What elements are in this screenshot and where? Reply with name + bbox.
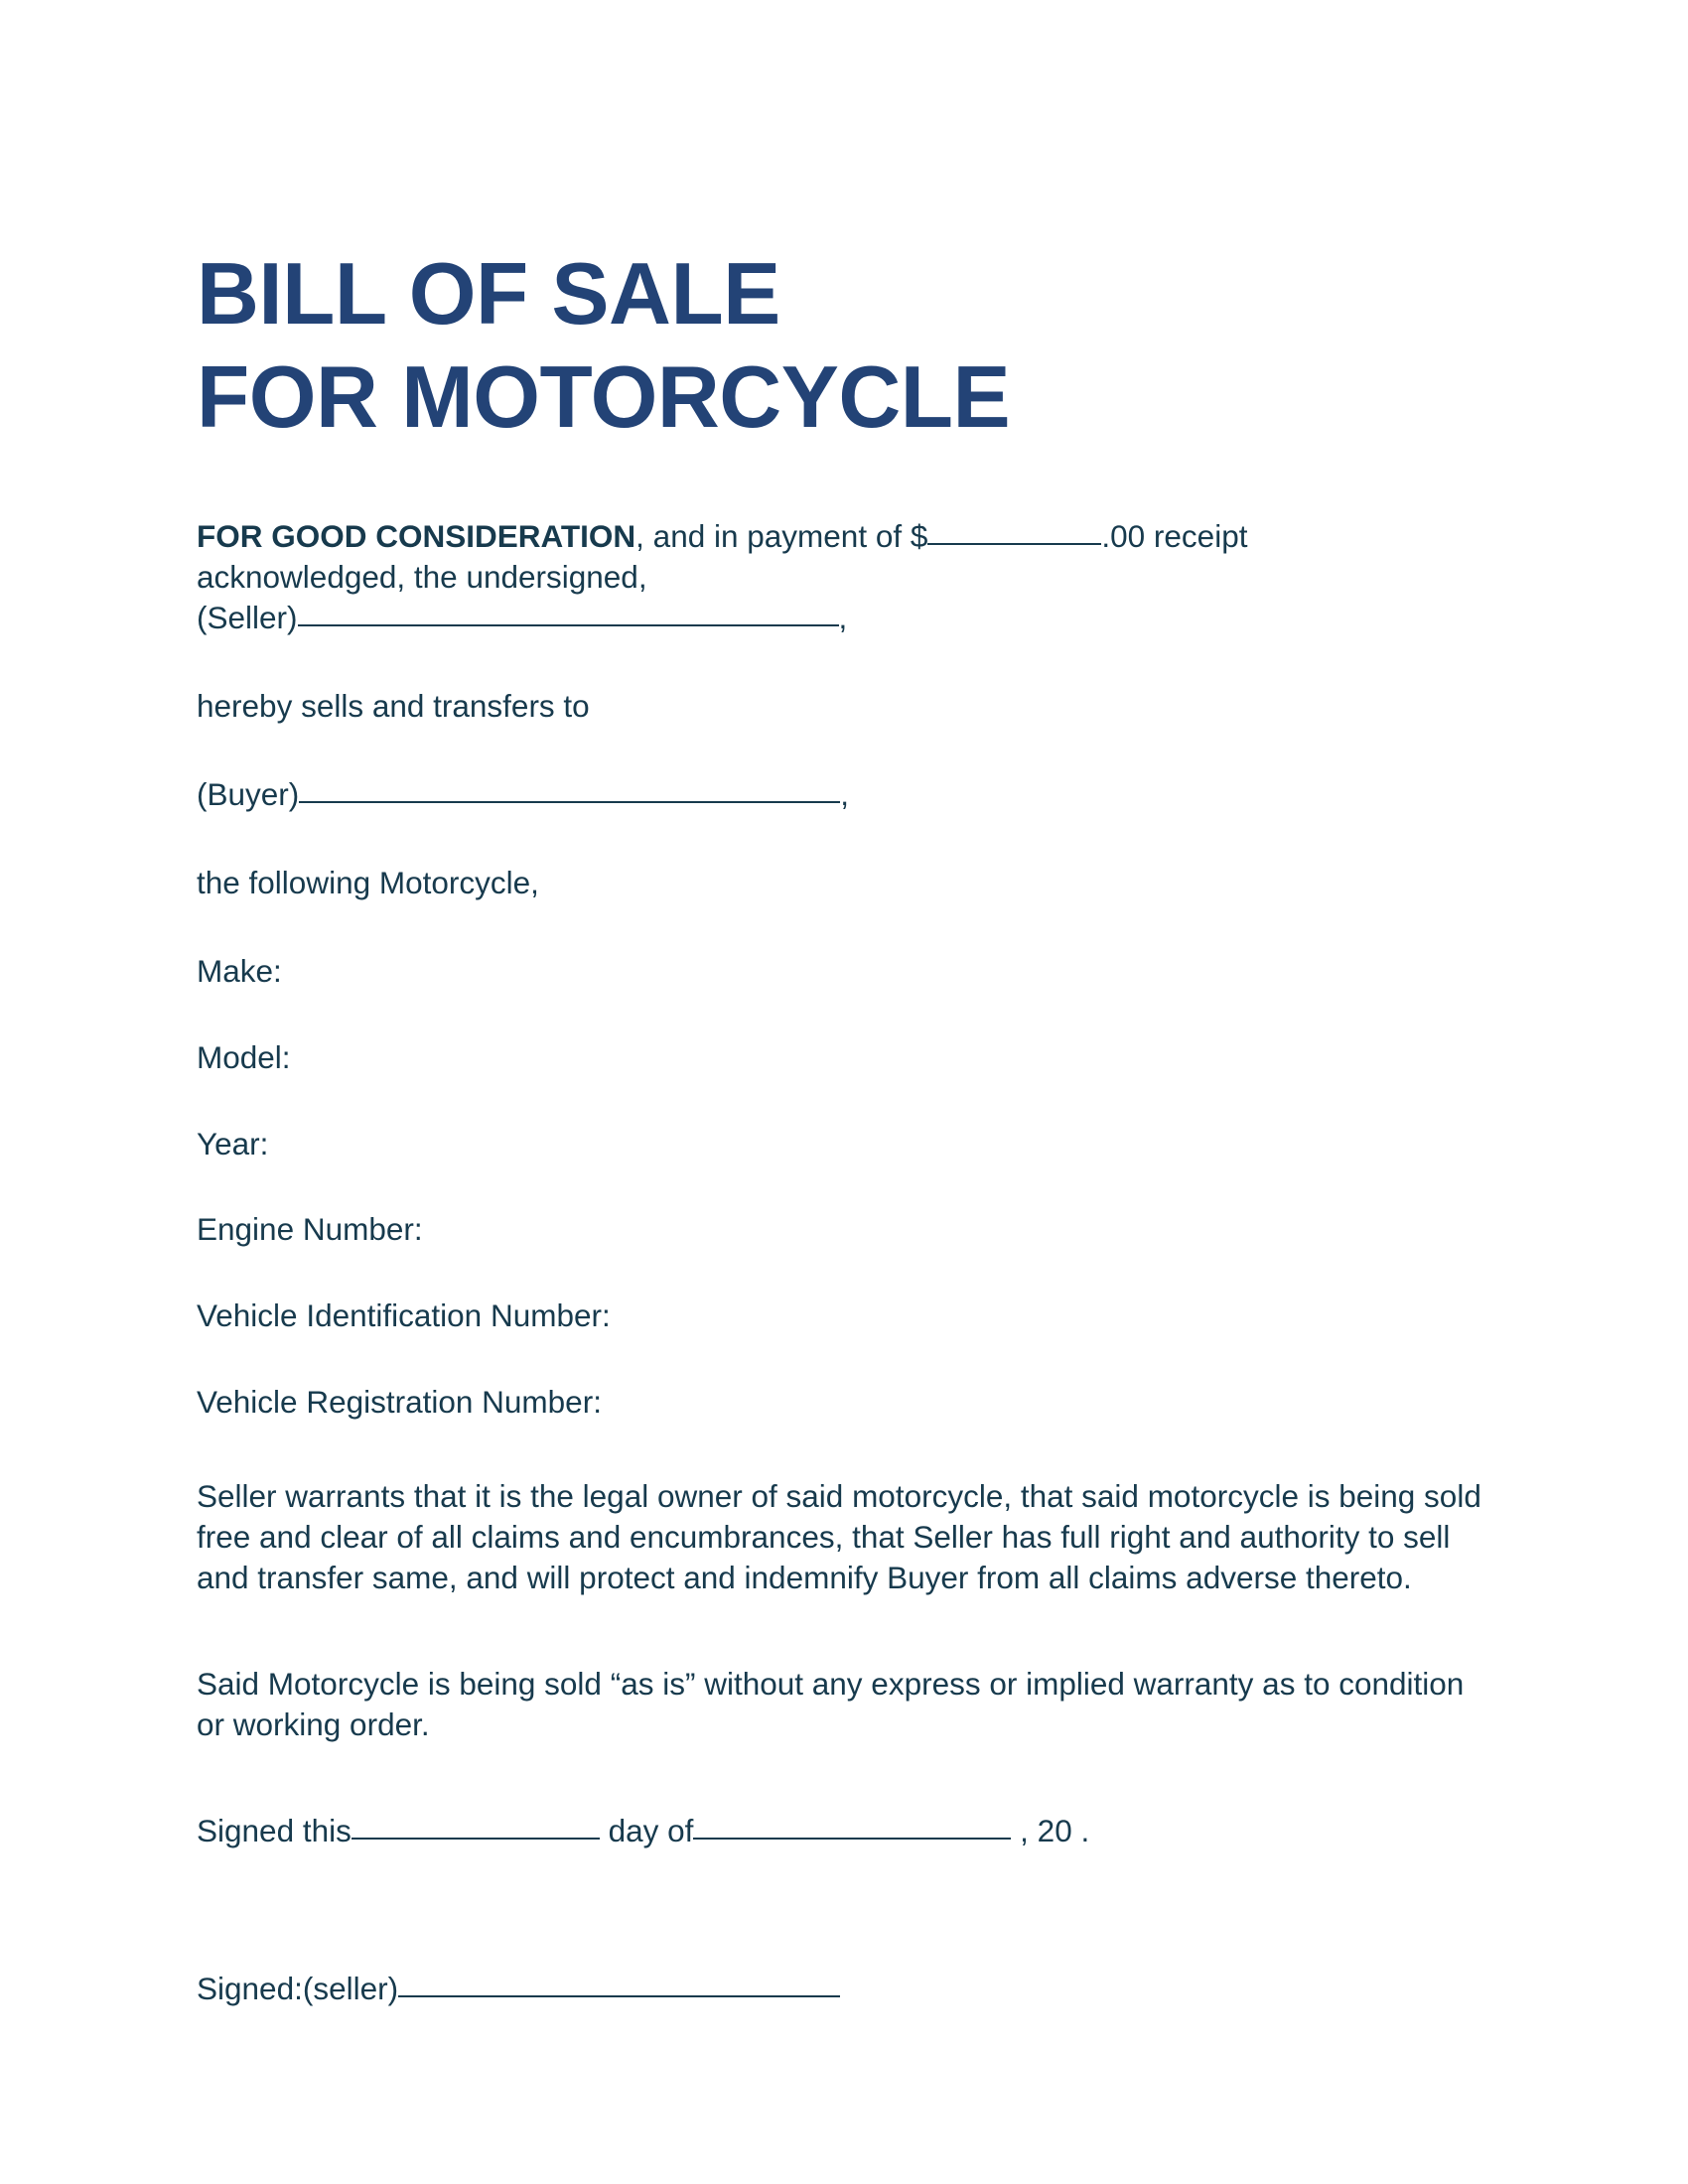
spacer bbox=[197, 727, 1487, 774]
vehicle-field-registration-number: Vehicle Registration Number: bbox=[197, 1384, 602, 1421]
signed-this-label: Signed this bbox=[197, 1812, 352, 1848]
spacer bbox=[197, 815, 1487, 863]
buyer-name-blank[interactable] bbox=[299, 801, 840, 803]
amount-blank[interactable] bbox=[927, 543, 1101, 545]
consideration-line-2: acknowledged, the undersigned, bbox=[197, 558, 647, 595]
vehicle-field-model: Model: bbox=[197, 1038, 291, 1075]
day-of-label: day of bbox=[599, 1812, 694, 1848]
signed-month-blank[interactable] bbox=[693, 1838, 1011, 1840]
buyer-name-line bbox=[197, 774, 1487, 815]
spacer bbox=[197, 1423, 1487, 1476]
seller-signature-line bbox=[197, 1969, 1487, 2009]
seller-name-line bbox=[197, 598, 1487, 638]
document-body bbox=[197, 516, 1487, 2009]
spacer bbox=[197, 638, 1487, 686]
signed-day-blank[interactable] bbox=[352, 1838, 600, 1840]
vehicle-field-year: Year: bbox=[197, 1125, 269, 1161]
seller-trailing-comma: , bbox=[838, 599, 848, 635]
as-is-paragraph: Said Motorcycle is being sold “as is” without any express or implied warranty as to condition or working order. bbox=[197, 1666, 1465, 1742]
title-line-1: BILL OF SALE bbox=[197, 243, 780, 342]
seller-name-blank[interactable] bbox=[298, 624, 839, 626]
sells-transfers-line: hereby sells and transfers to bbox=[197, 687, 590, 724]
seller-signature-blank[interactable] bbox=[398, 1995, 840, 1997]
seller-label: (Seller) bbox=[197, 599, 298, 635]
warranty-paragraph: Seller warrants that it is the legal owner of said motorcycle, that said motorcycle is being sold free and clear of all claims and encumbrances, that Seller has full right and authority to sell and transfer same, and will protect and indemnify Buyer from all claims adverse thereto. bbox=[197, 1478, 1481, 1596]
seller-signature-label: Signed:(seller) bbox=[197, 1970, 399, 2006]
vehicle-field-make: Make: bbox=[197, 952, 282, 989]
title-line-2: FOR MOTORCYCLE bbox=[197, 346, 1011, 446]
vehicle-field-engine-number: Engine Number: bbox=[197, 1211, 423, 1248]
consideration-lead-bold: FOR GOOD CONSIDERATION bbox=[197, 518, 636, 554]
consideration-line-1 bbox=[197, 516, 1487, 557]
spacer bbox=[197, 1638, 1487, 1664]
consideration-block bbox=[197, 516, 1487, 638]
consideration-after-blank: .00 receipt bbox=[1101, 518, 1248, 554]
spacer bbox=[197, 1851, 1487, 1969]
signed-date-line bbox=[197, 1811, 1487, 1851]
consideration-after-bold: , and in payment of $ bbox=[635, 518, 928, 554]
page-title bbox=[197, 242, 1475, 449]
buyer-trailing-comma: , bbox=[840, 775, 850, 812]
spacer bbox=[197, 1785, 1487, 1811]
following-motorcycle-line: the following Motorcycle, bbox=[197, 864, 539, 900]
year-suffix-label: , 20 . bbox=[1011, 1812, 1090, 1848]
spacer bbox=[197, 903, 1487, 951]
buyer-label: (Buyer) bbox=[197, 775, 300, 812]
vehicle-fields-list bbox=[197, 951, 1487, 1424]
vehicle-field-vin: Vehicle Identification Number: bbox=[197, 1297, 611, 1334]
